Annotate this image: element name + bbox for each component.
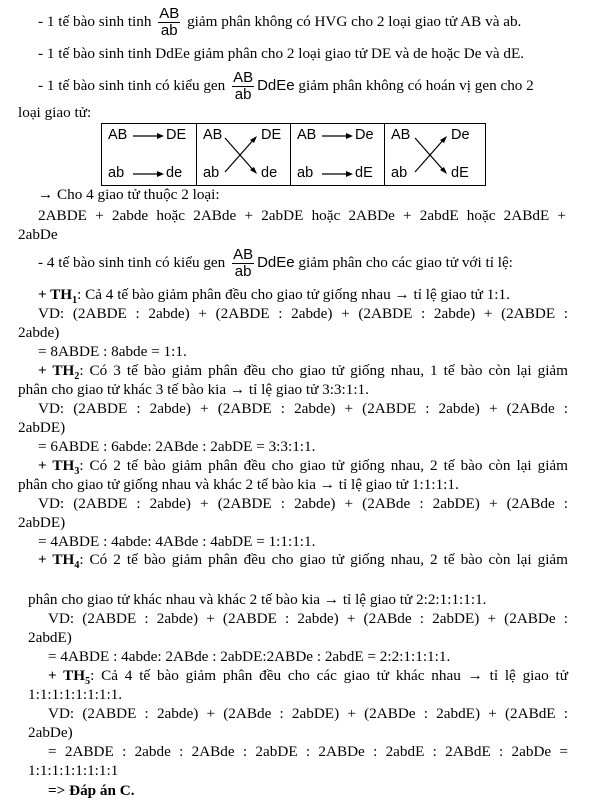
text: - 1 tế bào sinh tinh có kiểu gen xyxy=(38,76,226,94)
example-line: VD: (2ABDE : 2abde) + (2ABDE : 2abde) + (2ABDE : 2abde) + (2ABde : xyxy=(38,400,568,417)
line-4-cells xyxy=(38,247,513,280)
cross-arrow-icon xyxy=(385,124,484,185)
genotype-fraction: $\frac{AB}{ab}$ xyxy=(233,69,254,103)
example-line: VD: (2ABDE : 2abde) + (2ABde : 2abDE) + (2ABDe : 2abdE) + (2ABdE : xyxy=(48,705,568,722)
case-text: phân cho giao tử khác nhau và khác 2 tế bào kia → tỉ lệ giao tử 2:2:1:1:1:1. xyxy=(28,591,487,608)
example-line: 2abde) xyxy=(18,324,60,341)
genotype-genes: DdEe xyxy=(257,76,295,94)
cross-arrow-icon xyxy=(197,124,291,185)
table-cell: AB De ab dE xyxy=(290,124,385,185)
genotype-fraction: $\frac{AB}{ab}$ xyxy=(159,5,180,39)
case-5-heading: + $TH_5$: Cả 4 tế bào giảm phân đều cho các giao tử khác nhau → tỉ lệ giao tử xyxy=(48,667,568,688)
result-line: 1:1:1:1:1:1:1:1 xyxy=(28,762,119,779)
result-line: = 2ABDE : 2abde : 2ABde : 2abDE : 2ABDe : 2abdE : 2ABdE : 2abDe = xyxy=(48,743,568,760)
line-3 xyxy=(38,70,534,103)
result-line: = 6ABDE : 6abde: 2ABde : 2abDE = 3:3:1:1. xyxy=(38,438,316,455)
result-line: = 8ABDE : 8abde = 1:1. xyxy=(38,343,187,360)
case-text: phân cho giao tử khác 3 tế bào kia → tỉ lệ giao tử 3:3:1:1. xyxy=(18,381,369,398)
case-1-heading: + $TH_1$: Cả 4 tế bào giảm phân đều cho giao tử giống nhau → tỉ lệ giao tử 1:1. xyxy=(38,286,510,307)
formula-line: 2abDe xyxy=(18,226,58,243)
example-line: VD: (2ABDE : 2abde) + (2ABDE : 2abde) + (2ABDE : 2abde) + (2ABDE : xyxy=(38,305,568,322)
arrow-icon xyxy=(102,124,196,185)
text: giảm phân cho các giao tử với tỉ lệ: xyxy=(298,253,513,271)
case-4-heading: + $TH_4$: Có 2 tế bào giảm phân đều cho giao tử giống nhau, 2 tế bào còn lại giảm xyxy=(38,551,568,572)
genotype-genes: DdEe xyxy=(257,253,295,271)
answer: => Đáp án C. xyxy=(48,782,135,799)
example-line: 2abdE) xyxy=(28,629,72,646)
table-cell: AB DE ab de xyxy=(196,124,291,185)
formula-line: 2ABDE + 2abde hoặc 2ABde + 2abDE hoặc 2ABDe + 2abdE hoặc 2ABdE + xyxy=(38,207,566,224)
example-line: 2abDE) xyxy=(18,514,66,531)
example-line: VD: (2ABDE : 2abde) + (2ABDE : 2abde) + (2ABde : 2abDE) + (2ABde : xyxy=(38,495,568,512)
table-cell: AB DE ab de xyxy=(102,124,196,185)
example-line: VD: (2ABDE : 2abde) + (2ABDE : 2abde) + (2ABde : 2abDE) + (2ABDe : xyxy=(48,610,568,627)
gamete-table xyxy=(101,123,486,186)
case-text: phân cho giao tử giống nhau và khác 2 tế bào kia → tỉ lệ giao tử 1:1:1:1. xyxy=(18,476,459,493)
genotype-fraction: $\frac{AB}{ab}$ xyxy=(233,246,254,280)
text: - 1 tế bào sinh tinh xyxy=(38,12,152,30)
line-1 xyxy=(38,6,521,39)
line-4: loại giao tử: xyxy=(18,104,92,121)
text: giảm phân không có HVG cho 2 loại giao tử AB và ab. xyxy=(187,12,522,30)
case-2-heading: + $TH_2$: Có 3 tế bào giảm phân đều cho giao tử giống nhau, 1 tế bào còn lại giảm xyxy=(38,362,568,383)
example-line: 2abDe) xyxy=(28,724,73,741)
line-2: - 1 tế bào sinh tinh DdEe giảm phân cho 2 loại giao tử DE và de hoặc De và dE. xyxy=(38,45,525,62)
case-3-heading: + $TH_3$: Có 2 tế bào giảm phân đều cho giao tử giống nhau, 2 tế bào còn lại giảm xyxy=(38,457,568,478)
case-text: 1:1:1:1:1:1:1:1. xyxy=(28,686,123,703)
text: giảm phân không có hoán vị gen cho 2 xyxy=(298,76,534,94)
result-line: = 4ABDE : 4abde: 2ABde : 2abDE:2ABDe : 2abdE = 2:2:1:1:1:1. xyxy=(48,648,451,665)
result-line: = 4ABDE : 4abde: 4ABde : 4abDE = 1:1:1:1. xyxy=(38,533,316,550)
table-cell: AB De ab dE xyxy=(384,124,484,185)
conclusion-line: → Cho 4 giao tử thuộc 2 loại: xyxy=(38,186,220,203)
example-line: 2abDE) xyxy=(18,419,66,436)
text: - 4 tế bào sinh tinh có kiểu gen xyxy=(38,253,226,271)
arrow-icon xyxy=(291,124,385,185)
